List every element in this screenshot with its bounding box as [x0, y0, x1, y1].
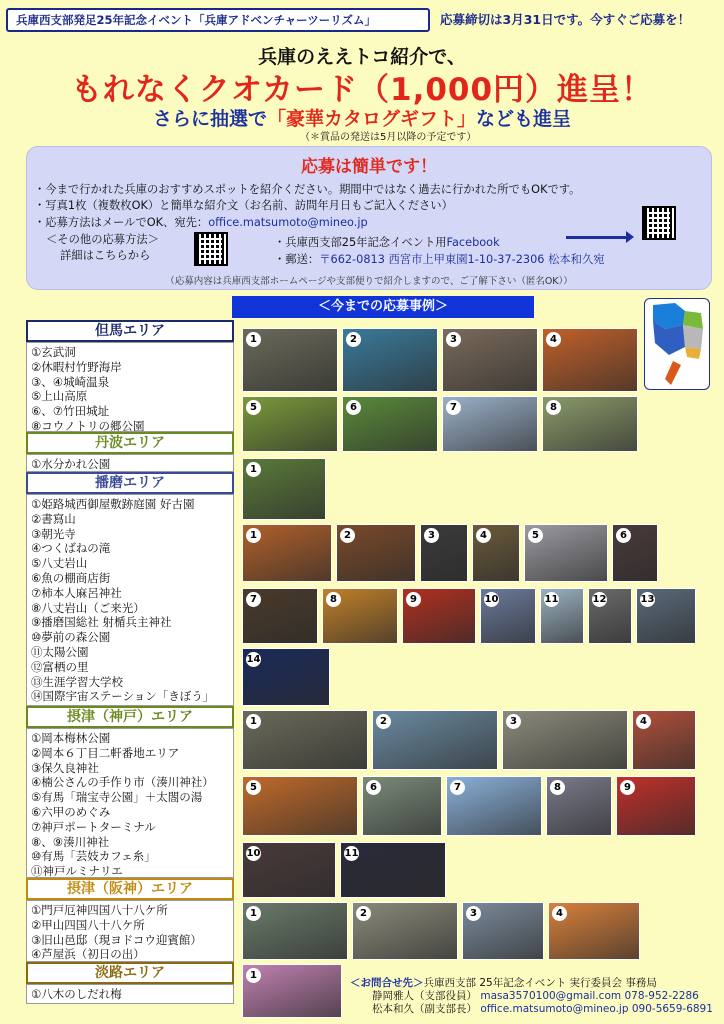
area-list — [26, 900, 234, 962]
photo-number: 8 — [546, 400, 561, 415]
photo-number: 3 — [466, 906, 481, 921]
area-list-item: ④楠公さんの手作り市（湊川神社） — [31, 775, 214, 790]
contact-tel-2: 090-5659-6891 — [631, 1003, 713, 1015]
area-list-item: ⑥魚の棚商店街 — [31, 570, 111, 585]
spot-photo — [242, 842, 336, 898]
headline-1: 兵庫のええトコ紹介で、 — [258, 46, 466, 68]
photo-number: 12 — [592, 594, 607, 605]
photo-number: 7 — [446, 400, 461, 415]
contact-person-1: 静岡雅人（支部役員） — [372, 990, 477, 1002]
area-sidebar — [26, 320, 234, 1004]
area-list-item: ①姫路城西御屋敷跡庭園 好古園 — [31, 497, 195, 511]
spot-photo — [548, 902, 640, 960]
spot-photo — [546, 776, 612, 836]
spot-photo — [242, 776, 358, 836]
photo-number: 9 — [406, 592, 421, 607]
area-list-item: ⑭国際宇宙ステーション「きぼう」 — [31, 689, 215, 704]
photo-number: 1 — [246, 714, 261, 729]
spot-photo — [420, 524, 468, 582]
info-bullet-3 — [34, 214, 368, 230]
spot-photo — [322, 588, 398, 644]
spot-photo — [340, 842, 446, 898]
spot-photo — [336, 524, 416, 582]
area-heading: 摂津（阪神）エリア — [26, 878, 234, 900]
photo-number: 6 — [346, 400, 361, 415]
spot-photo — [612, 524, 658, 582]
photo-number: 1 — [246, 906, 261, 921]
spot-photo — [372, 710, 498, 770]
area-list-item: ⑪太陽公園 — [31, 644, 89, 659]
area-list-item: ⑤有馬「瑞宝寺公園」＋太閤の湯 — [31, 790, 203, 805]
photo-number: 8 — [326, 592, 341, 607]
spot-photo — [472, 524, 520, 582]
spot-photo — [442, 328, 538, 392]
photo-number: 2 — [376, 714, 391, 729]
spot-photo — [242, 524, 332, 582]
area-list-item: ⑫富栖の里 — [31, 659, 89, 674]
spot-photo — [342, 396, 438, 452]
facebook-link[interactable]: Facebook — [446, 236, 500, 249]
usage-note: （応募内容は兵庫西支部ホームページや支部便りで紹介しますので、ご了解下さい（匿名OK）） — [165, 276, 573, 287]
spot-photo — [242, 710, 368, 770]
spot-photo — [480, 588, 536, 644]
info-title: 応募は簡単です！ — [301, 157, 437, 177]
area-heading: 但馬エリア — [26, 320, 234, 342]
photo-number: 3 — [506, 714, 521, 729]
spot-photo — [402, 588, 476, 644]
area-list-item: ①八木のしだれ梅 — [31, 987, 122, 1001]
spot-photo — [636, 588, 696, 644]
spot-photo — [446, 776, 542, 836]
area-list-item: ⑧、⑨湊川神社 — [31, 834, 110, 849]
headline-3a: さらに抽選で — [152, 108, 267, 130]
spot-photo — [242, 328, 338, 392]
area-list-item: ③旧山邑邸（現ヨドコウ迎賓館） — [31, 932, 202, 947]
photo-number: 13 — [640, 594, 655, 605]
spot-photo — [362, 776, 442, 836]
headline-3 — [0, 104, 724, 131]
spot-photo — [242, 396, 338, 452]
postal-line — [274, 251, 605, 267]
photo-number: 7 — [450, 780, 465, 795]
photo-number: 6 — [366, 780, 381, 795]
photo-number: 7 — [246, 592, 261, 607]
area-list-item: ⑥、⑦竹田城址 — [31, 404, 110, 419]
area-list-item: ⑩有馬「芸妓カフェ糸」 — [31, 849, 156, 864]
photo-number: 10 — [246, 848, 261, 859]
photo-number: 4 — [552, 906, 567, 921]
photo-number: 5 — [246, 400, 261, 415]
area-list — [26, 494, 234, 706]
area-list — [26, 454, 234, 472]
area-list-item: ③朝光寺 — [31, 526, 76, 541]
facebook-prefix: ・兵庫西支部25年記念イベント用 — [274, 236, 447, 249]
photo-number: 6 — [616, 528, 631, 543]
spot-photo — [442, 396, 538, 452]
photo-number: 1 — [246, 332, 261, 347]
area-list-item: ⑩夢前の森公園 — [31, 630, 111, 645]
area-list-item: ①水分かれ公園 — [31, 457, 111, 471]
event-label: 兵庫西支部発足25年記念イベント「兵庫アドベンチャーツーリズム」 — [6, 8, 430, 32]
postal-prefix: ・郵送： — [274, 253, 320, 266]
examples-banner: ＜今までの応募事例＞ — [232, 296, 534, 318]
contact-line-1 — [350, 977, 713, 990]
area-list-item: ②書寫山 — [31, 511, 76, 526]
spot-photo — [242, 902, 348, 960]
spot-photo — [542, 396, 638, 452]
photo-number: 3 — [424, 528, 439, 543]
area-list-item: ③、④城崎温泉 — [31, 374, 110, 389]
spot-photo — [542, 328, 638, 392]
photo-number: 1 — [246, 968, 261, 983]
facebook-line — [274, 234, 500, 250]
spot-photo — [352, 902, 458, 960]
photo-number: 11 — [344, 848, 359, 859]
area-list-item: ③保久良神社 — [31, 760, 99, 775]
headline-3c: なども進呈 — [476, 108, 572, 130]
photo-number: 11 — [544, 594, 559, 605]
spot-photo — [242, 458, 326, 520]
spot-photo — [540, 588, 584, 644]
area-list — [26, 984, 234, 1004]
other-methods: ＜その他の応募方法＞ — [46, 233, 159, 246]
photo-number: 4 — [476, 528, 491, 543]
photo-number: 2 — [356, 906, 371, 921]
photo-number: 4 — [636, 714, 651, 729]
spot-photo — [632, 710, 696, 770]
photo-number: 2 — [340, 528, 355, 543]
info-bullet-1: ・今まで行かれた兵庫のおすすめスポットを紹介ください。期間中ではなく過去に行かれた所でもOKです。 — [34, 183, 581, 196]
contact-org: 兵庫西支部 25年記念イベント 実行委員会 事務局 — [423, 977, 657, 989]
photo-number: 1 — [246, 462, 261, 477]
area-list-item: ⑤上山高原 — [31, 389, 88, 404]
area-list-item: ④芦屋浜（初日の出） — [31, 947, 145, 962]
area-list-item: ⑦柿本人麻呂神社 — [31, 585, 122, 600]
photo-number: 3 — [446, 332, 461, 347]
area-list-item: ⑧コウノトリの郷公園 — [31, 418, 145, 432]
area-heading: 摂津（神戸）エリア — [26, 706, 234, 728]
spot-photo — [242, 964, 342, 1018]
photo-number: 9 — [620, 780, 635, 795]
contact-email-2[interactable]: office.matsumoto@mineo.jp — [480, 1003, 629, 1015]
area-list-item: ④つくばねの滝 — [31, 541, 111, 556]
contact-email-1[interactable]: masa3570100@gmail.com — [480, 990, 622, 1002]
map-icon — [645, 299, 710, 390]
area-list-item: ②岡本６丁目二軒番地エリア — [31, 745, 180, 760]
photo-number: 2 — [346, 332, 361, 347]
info-bullet-2: ・写真1枚（複数枚OK）と簡単な紹介文（お名前、訪問年月日もご記入ください） — [34, 199, 453, 212]
photo-number: 4 — [546, 332, 561, 347]
info-email-prefix: ・応募方法はメールでOK、宛先： — [34, 216, 209, 229]
contact-line-2 — [350, 990, 713, 1003]
area-list — [26, 728, 234, 878]
area-list-item: ⑪神戸ルミナリエ — [31, 864, 123, 878]
postal-recipient: 松本和久宛 — [548, 253, 605, 266]
details-here: 詳細はこちらから — [60, 249, 151, 262]
photo-number: 14 — [246, 654, 261, 665]
headline-main: もれなくクオカード（1,000円）進呈！ — [70, 72, 654, 108]
photo-number: 8 — [550, 780, 565, 795]
area-list-item: ②休暇村竹野海岸 — [31, 359, 122, 374]
area-list-item: ⑥六甲のめぐみ — [31, 804, 111, 819]
contact-label: ＜お問合せ先＞ — [350, 977, 424, 989]
area-list-item: ①岡本梅林公園 — [31, 731, 111, 745]
area-heading: 丹波エリア — [26, 432, 234, 454]
hyogo-map — [644, 298, 710, 390]
spot-photo — [242, 588, 318, 644]
area-heading: 淡路エリア — [26, 962, 234, 984]
shipping-note: （＊賞品の発送は5月以降の予定です） — [300, 132, 477, 143]
email-link[interactable]: office.matsumoto@mineo.jp — [208, 216, 368, 229]
area-list-item: ⑬生涯学習大学校 — [31, 674, 123, 689]
spot-photo — [524, 524, 608, 582]
contact-line-3 — [350, 1003, 713, 1016]
spot-photo — [616, 776, 696, 836]
area-list-item: ⑤八丈岩山 — [31, 556, 88, 571]
spot-photo — [502, 710, 628, 770]
qr-code-details-icon[interactable] — [194, 232, 228, 266]
area-list-item: ⑧八丈岩山（ご来光） — [31, 600, 145, 615]
area-list-item: ②甲山四国八十八ケ所 — [31, 917, 145, 932]
area-list — [26, 342, 234, 432]
area-list-item: ①玄武洞 — [31, 345, 76, 359]
contact-person-2: 松本和久（副支部長） — [372, 1003, 477, 1015]
photo-number: 10 — [484, 594, 499, 605]
qr-code-facebook-icon[interactable] — [642, 206, 676, 240]
area-list-item: ①門戸厄神四国八十八ケ所 — [31, 903, 168, 917]
area-list-item: ⑨播磨国総社 射楯兵主神社 — [31, 615, 172, 630]
area-list-item: ⑦神戸ポートターミナル — [31, 819, 156, 834]
contact-block — [350, 977, 713, 1016]
headline-3b: 「豪華カタログギフト」 — [266, 108, 476, 130]
spot-photo — [462, 902, 544, 960]
area-heading: 播磨エリア — [26, 472, 234, 494]
spot-photo — [242, 648, 330, 706]
contact-tel-1: 078-952-2286 — [624, 990, 699, 1002]
deadline-text: 応募締切は3月31日です。今すぐご応募を！ — [440, 12, 691, 27]
spot-photo — [342, 328, 438, 392]
photo-number: 5 — [528, 528, 543, 543]
arrow-icon — [566, 236, 628, 239]
photo-number: 1 — [246, 528, 261, 543]
spot-photo — [588, 588, 632, 644]
postal-address: 〒662-0813 西宮市上甲東園1-10-37-2306 — [319, 253, 545, 266]
photo-number: 5 — [246, 780, 261, 795]
